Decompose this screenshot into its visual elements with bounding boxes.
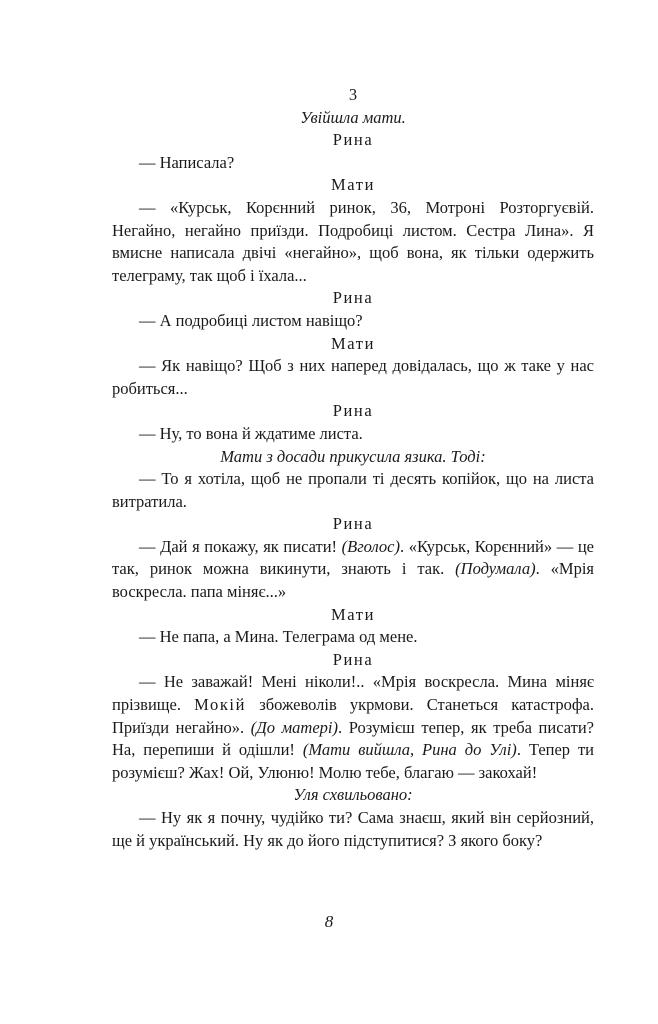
dialogue-text: . «Мрія воскресла. папа міняє...» bbox=[112, 559, 594, 602]
speaker-name: Мати bbox=[330, 175, 375, 195]
dialogue-text: — Дай я покажу, як писати! bbox=[139, 536, 342, 556]
dialogue-line: — Ну як я почну, чудійко ти? Сама знаєш, який він серйозний, ще й український. Ну як до його підступитися? З якого боку? bbox=[112, 808, 594, 850]
speaker-name: Рина bbox=[332, 130, 374, 150]
dialogue-line: — Як навіщо? Щоб з них наперед довідалась, що ж таке у нас робиться... bbox=[112, 356, 594, 398]
page-text bbox=[112, 84, 594, 852]
dialogue-text: — Не заважай! Мені ніколи!.. «Мрія воскресла. Мина міняє прізвище. bbox=[112, 672, 594, 715]
dialogue-line: — Не папа, а Мина. Телеграма од мене. bbox=[139, 627, 418, 647]
page-number: 8 bbox=[324, 912, 334, 931]
stage-direction: Увійшла мати. bbox=[300, 107, 406, 127]
dialogue-text: збожеволів укрмови. Станеться катастрофа. Приїзди негайно». bbox=[112, 695, 594, 737]
dialogue-line bbox=[112, 536, 594, 604]
inline-stage-direction: (До матері) bbox=[250, 717, 338, 737]
dialogue-line: — А подробиці листом навіщо? bbox=[139, 310, 363, 330]
speaker-name: Мати bbox=[330, 604, 375, 624]
dialogue-line: — То я хотіла, щоб не пропали ті десять копійок, що на листа витратила. bbox=[112, 469, 594, 511]
speaker-name: Рина bbox=[332, 649, 374, 669]
dialogue-text: . Розумієш тепер, як треба писати? На, перепиши й одішли! bbox=[112, 717, 594, 760]
dialogue-text: . Тепер ти розумієш? Жах! Ой, Улюню! Молю тебе, благаю — закохай! bbox=[112, 740, 595, 782]
speaker-name: Рина bbox=[332, 288, 374, 308]
speaker-name: Рина bbox=[332, 401, 374, 421]
stage-direction: Мати з досади прикусила язика. Тоді: bbox=[220, 446, 486, 466]
dialogue-line: — Написала? bbox=[139, 152, 235, 172]
speaker-name: Рина bbox=[332, 514, 374, 534]
inline-stage-direction: (Мати вийшла, Рина до Улі) bbox=[302, 740, 517, 760]
scene-number: 3 bbox=[348, 85, 358, 104]
dialogue-text: . «Курськ, Корєнний» — це так, ринок можна викинути, знають і так. bbox=[112, 536, 594, 579]
dialogue-line bbox=[112, 671, 594, 784]
inline-stage-direction: (Вголос) bbox=[341, 536, 400, 556]
dialogue-line: — Ну, то вона й ждатиме листа. bbox=[139, 423, 363, 443]
dialogue-line: — «Курськ, Корєнний ринок, 36, Мотроні Розторгуєвій. Негайно, негайно приїзди. Подробиці листом. Сестра Лина». Я вмисне написала двічі «негайно», щоб вона, як тільки одержить телеграму, так щоб і їхала... bbox=[112, 197, 594, 285]
stage-direction: Уля схвильовано: bbox=[293, 785, 413, 805]
emphasized-word: Мокій bbox=[194, 695, 247, 715]
speaker-name: Мати bbox=[330, 333, 375, 353]
inline-stage-direction: (Подумала) bbox=[455, 559, 536, 579]
